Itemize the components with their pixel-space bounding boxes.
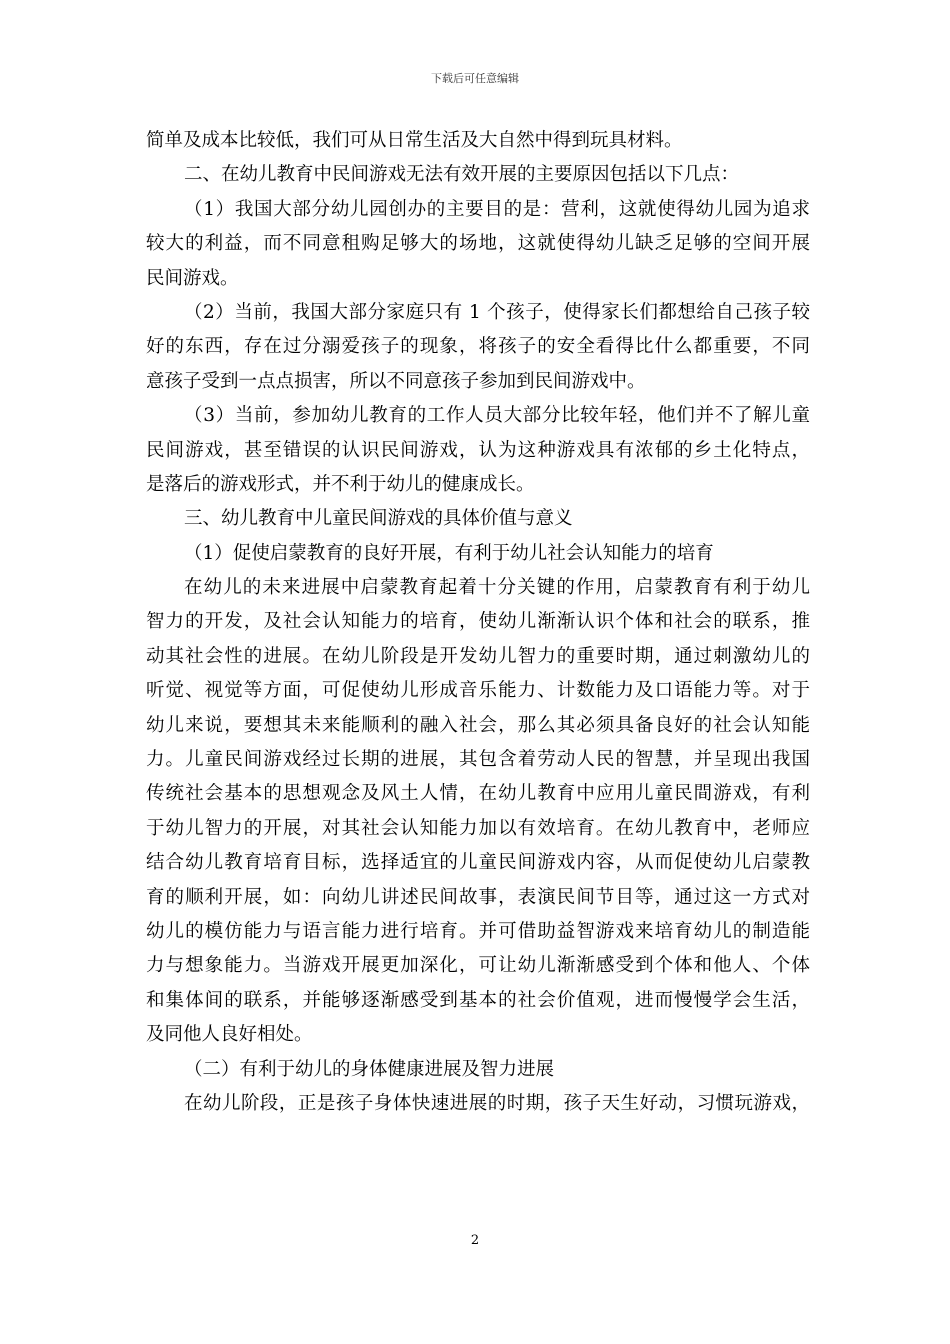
text-line: （二）有利于幼儿的身体健康进展及智力进展 <box>184 1058 555 1080</box>
page-number: 2 <box>470 1233 480 1248</box>
text-line: 简单及成本比较低，我们可从日常生活及大自然中得到玩具材料。 <box>146 130 683 151</box>
text-line: 结合幼儿教育培育目标，选择适宜的儿童民间游戏内容，从而促使幼儿启蒙教 <box>146 852 810 874</box>
text-line: 听觉、视觉等方面，可促使幼儿形成音乐能力、计数能力及口语能力等。对于 <box>146 680 810 702</box>
text-line: 较大的利益，而不同意租购足够大的场地，这就使得幼儿缺乏足够的空间开展 <box>146 233 810 255</box>
text-line: 好的东西，存在过分溺爱孩子的现象，将孩子的安全看得比什么都重要，不同 <box>146 336 810 358</box>
text-line: 幼儿的模仿能力与语言能力进行培育。并可借助益智游戏来培育幼儿的制造能 <box>146 920 810 942</box>
text-line: 民间游戏。 <box>146 267 239 289</box>
text-line: 三、幼儿教育中儿童民间游戏的具体价值与意义 <box>184 508 573 530</box>
text-line: 动其社会性的进展。在幼儿阶段是开发幼儿智力的重要时期，通过刺激幼儿的 <box>146 645 810 667</box>
text-line: 力与想象能力。当游戏开展更加深化，可让幼儿渐渐感受到个体和他人、个体 <box>146 955 810 977</box>
text-line: 及同他人良好相处。 <box>146 1024 313 1046</box>
text-line: 二、在幼儿教育中民间游戏无法有效开展的主要原因包括以下几点： <box>184 164 740 186</box>
text-line: （2）当前，我国大部分家庭只有 1 个孩子，使得家长们都想给自己孩子较 <box>184 301 810 323</box>
text-line: （1）我国大部分幼儿园创办的主要目的是：营利，这就使得幼儿园为追求 <box>184 198 810 220</box>
text-line: 在幼儿的未来进展中启蒙教育起着十分关键的作用，启蒙教育有利于幼儿 <box>184 577 810 599</box>
text-line: 智力的开发，及社会认知能力的培育，使幼儿渐渐认识个体和社会的联系，推 <box>146 611 810 633</box>
page-header: 下载后可任意编辑 <box>431 72 519 85</box>
text-line: 民间游戏，甚至错误的认识民间游戏，认为这种游戏具有浓郁的乡土化特点， <box>146 439 810 461</box>
text-line: 传统社会基本的思想观念及风土人情，在幼儿教育中应用儿童民間游戏，有利 <box>146 783 810 805</box>
text-line: 是落后的游戏形式，并不利于幼儿的健康成长。 <box>146 473 535 495</box>
text-line: 幼儿来说，要想其未来能顺利的融入社会，那么其必须具备良好的社会认知能 <box>146 714 810 736</box>
text-line: 育的顺利开展，如：向幼儿讲述民间故事，表演民间节目等，通过这一方式对 <box>146 886 810 908</box>
text-line: 意孩子受到一点点损害，所以不同意孩子参加到民间游戏中。 <box>146 370 646 392</box>
text-line: （1）促使启蒙教育的良好开展，有利于幼儿社会认知能力的培育 <box>184 542 714 564</box>
text-line: 于幼儿智力的开展，对其社会认知能力加以有效培育。在幼儿教育中，老师应 <box>146 817 810 839</box>
text-line: 力。儿童民间游戏经过长期的进展，其包含着劳动人民的智慧，并呈现出我国 <box>146 749 810 771</box>
text-line: 和集体间的联系，并能够逐渐感受到基本的社会价值观，进而慢慢学会生活， <box>146 989 810 1011</box>
text-line: （3）当前，参加幼儿教育的工作人员大部分比较年轻，他们并不了解儿童 <box>184 405 810 427</box>
text-line: 在幼儿阶段，正是孩子身体快速进展的时期，孩子天生好动，习惯玩游戏， <box>184 1092 810 1114</box>
document-body <box>146 124 810 1121</box>
